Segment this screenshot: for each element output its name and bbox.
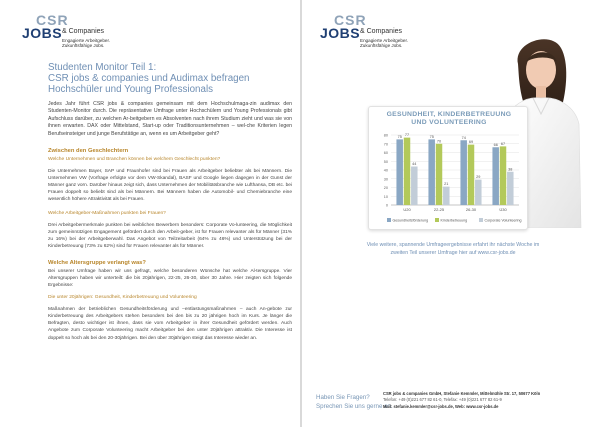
section-age-paragraph: Bei unserer Umfrage haben wir uns gefragt, welche besonderen Wünsche hat welche Al-tersgruppe. Vier Altersgruppen haben wir unterteilt: die bis 20jährigen, 22-25, 26-30, über 30 Jahre. Hier zeigten sich folgende Ergebnisse: [48,268,292,289]
logo-tagline-1: Engagierte Arbeitgeber. [360,38,409,43]
footer-phone: Telefon: +49 (0)221 677 82 61-0, Telefax: +49 (0)221 677 82 61-9 [383,397,502,403]
bar-value-label: 75 [429,134,434,139]
bar-value-label: 29 [476,175,481,180]
bar-value-label: 74 [461,135,466,140]
bar [411,167,418,206]
logo-tagline-1: Engagierte Arbeitgeber. [62,38,111,43]
footer-question: Haben Sie Fragen? [316,394,370,401]
legend-label: Kinderbetreuung [440,218,468,223]
logo-companies: & Companies [62,28,105,35]
legend-swatch [435,218,439,222]
logo-companies: & Companies [360,28,403,35]
x-tick-label: 26-30 [465,207,477,212]
bar [396,139,403,205]
bar-value-label: 44 [412,162,417,166]
chart-caption [318,241,588,257]
article-title-line-1: CSR jobs & companies und Audimax befragen [48,73,250,84]
logo-right [320,12,409,48]
bar-value-label: 69 [468,140,474,145]
chart-card [368,106,528,230]
bar-value-label: 67 [500,141,506,146]
section-women-question: Welche Arbeitgeber-Maßnahmen punkten bei Frauen? [48,210,166,216]
footer-company: CSR jobs & companies GmbH, Stefanie Kemmler, Mittelmühle Str. 17, 50677 Köln [383,391,541,396]
footer-contact-prompt [316,393,393,411]
bar-chart [369,107,529,231]
bar [500,146,507,205]
legend-label: Gesundheitsförderung [392,218,429,223]
caption-line-2: zweiten Teil unserer Umfrage hier auf www.csr-jobs.de [390,250,516,256]
bar [460,140,467,205]
chart-title-line-2: UND VOLUNTEERING [411,119,487,126]
y-tick-label: 10 [383,194,388,199]
section-gender-question: Welche Unternehmen und Branchen können bei welchem Geschlecht punkten? [48,157,221,163]
logo-csr: CSR [334,12,367,28]
y-tick-label: 80 [383,133,388,138]
section-u20-question: Die unter 20jährigen: Gesundheit, Kinderbetreuung und Volunteering [48,295,197,301]
section-gender-paragraph: Die Unternehmen Bayer, SAP und Fraunhofer sind bei Frauen als Arbeitgeber beliebter als bei Männern. Die Unternehmen VW (Vorfrage erfolgte vor dem VW-Skandal), BASF und Google liegen dagegen in der Gunst der Männer ganz vorn. Darüber hinaus zeigt sich, dass Unternehmen der Mobilitätsbranche wie Lufthansa, DB etc. bei Frauen doppelt so beliebt sind als bei Männern. Bei Männern haben die Automobil- und Chemiebranche eine wesentlich höhere Attraktivität als bei Frauen. [48,169,292,203]
x-tick-label: U20 [403,207,411,212]
article-intro: Jedes Jahr führt CSR jobs & companies gemeinsam mit dem Hochschulmaga-zin audimax den Studenten-Monitor durch. Die repräsentative Umfrage unter Hochschülern und Young Professionals gibt Aufschluss darüber, zu welchen Ar-beitgebern es Absolventen nach ihrem Studium zieht und was sie von ihnen erwarten. DAX oder Mittelstand, Start-up oder Traditionsunternehmen – wel-che Kriterien legen Berufseinsteiger und junge Berufstätige an, wenn es um Arbeitgeber geht? [48,101,292,137]
article-title-line-2: Hochschüler und Young Professionals [48,84,214,95]
section-women-paragraph: Drei Arbeitgebermerkmale punkten bei weiblichen Bewerbern besonders: Corporate Vo-lunteering, die Möglichkeit zum gemeinnützigen Engagement gefördert durch den Arbeit-geber, ist für Frauen relevanter als für Männer (31% zu 16%) bei der Arbeitgeberwahl. Das Angebot von Teilzeitarbeit (64% zu 46%) und Unterstützung bei der Kinderbetreuung (73% zu 62%) sind für Frauen relevanter als für Männer. [48,222,292,249]
footer-mail-web[interactable]: Mail: stefanie.kemmler@csr-jobs.de, Web: www.csr-jobs.de [383,403,499,409]
bar [404,138,411,205]
bar-value-label: 75 [397,134,402,139]
bar [492,147,499,205]
y-tick-label: 50 [383,159,388,164]
y-tick-label: 0 [385,203,388,208]
bar [507,172,514,205]
logo-tagline-2: Zukunftsfähige Jobs. [62,43,105,48]
bar [436,144,443,205]
footer-address [383,391,540,410]
logo-csr: CSR [36,12,69,28]
article-subtitle: Studenten Monitor Teil 1: [48,62,157,73]
y-tick-label: 70 [383,142,388,147]
article [48,62,292,342]
bar [443,187,450,205]
left-page [0,0,300,427]
bar-value-label: 77 [404,133,410,138]
section-gender-heading: Zwischen den Geschlechtern [48,148,129,155]
x-tick-label: 22-25 [433,207,445,212]
bar [468,145,475,205]
y-tick-label: 20 [383,186,388,190]
caption-line-1: Viele weitere, spannende Umfrageergebnisse erfahrt ihr nächste Woche im [366,242,540,248]
x-tick-label: Ü30 [499,207,507,212]
bar-value-label: 66 [493,142,498,147]
chart-title-line-1: GESUNDHEIT, KINDERBETREUUNG [386,111,512,118]
y-tick-label: 60 [383,151,388,155]
legend-swatch [479,218,483,222]
section-age-heading: Welche Altersgruppe verlangt was? [48,259,146,266]
legend-label: Corporate Volunteering [484,218,522,223]
bar [428,139,435,205]
bar [475,180,482,205]
logo-jobs: JOBS [320,25,361,41]
legend-swatch [387,218,391,222]
logo-tagline-2: Zukunftsfähige Jobs. [360,43,403,48]
footer-invite: Sprechen Sie uns gerne an. [316,403,393,410]
y-tick-label: 40 [383,168,388,173]
bar-value-label: 21 [444,182,449,187]
logo-jobs: JOBS [22,25,63,41]
right-page [302,0,604,427]
section-u20-paragraph: Maßnahmen der betrieblichen Gesundheitsförderung und –entlastungsmaßnahmen – auch An-gebote zur Kinderbetreuung des Arbeitgebers stehen besonders bei den bis zu 20 jährigen hoch im Kurs. Je länger die Befragten, desto wichtiger ist ihnen, dass sie vom Arbeitgeber in ihrer Gesundheit gefördert werden. Auch Angebote zum Corporate Volunteering macht Arbeitgeber bei den unter 20jährigen attraktiv. Die Interesse ist doppelt so hoch als bei den 20-30jährigen. Bei den über 30jährigen steigt das Interesse wieder an. [48,307,292,341]
y-tick-label: 30 [383,177,388,182]
bar-value-label: 38 [508,167,513,172]
bar-value-label: 70 [436,139,442,144]
logo [22,12,111,48]
